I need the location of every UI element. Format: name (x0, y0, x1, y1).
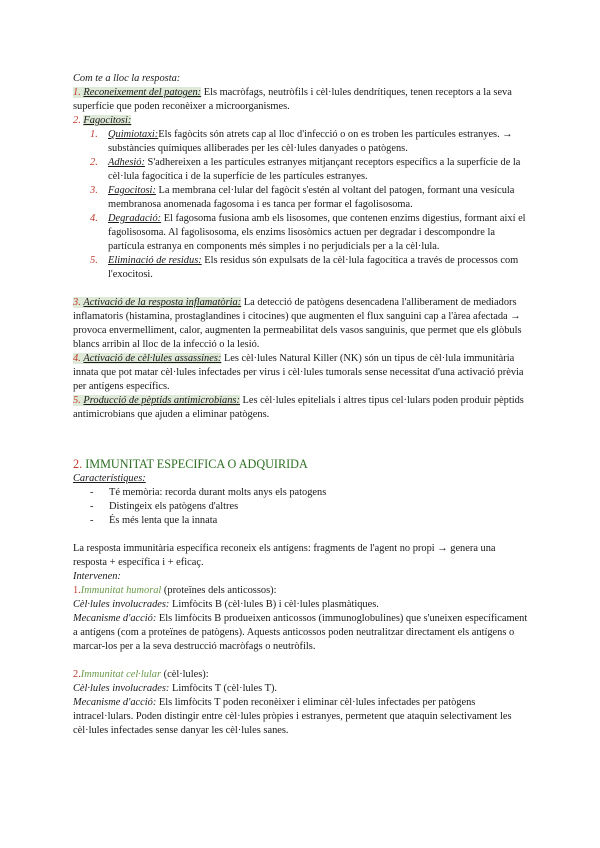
intro-line: Com te a lloc la resposta: (73, 73, 181, 84)
list-item: 3. Fagocitosi: La membrana cel·lular del fagòcit s'estén al voltant del patogen, formant una vesícula membranosa anomenada fagosoma i es tanca per formar el fagolisosoma. (90, 185, 515, 210)
phagocytosis-steps (73, 128, 529, 282)
intervenen-label: Intervenen: (73, 571, 121, 582)
list-item: 2. Adhesió: S'adhereixen a les partícules estranyes mitjançant receptors específics a la superfície de la cèl·lula fagocítica i de la superfície de les partícules estranyes. (90, 157, 521, 182)
section-5-title: Producció de pèptids antimicrobians: (83, 395, 240, 406)
humoral-mechanism: Mecanisme d'acció: Els limfòcits B produeixen anticossos (immunoglobulines) que s'uneixen específicament a antígens (com a proteïnes de patògens). Aquests anticossos poden neutralitzar directament els antígens o marcar-los per a la seva destrucció macròfags o neutròfils. (73, 613, 528, 652)
section-3-title: Activació de la resposta inflamatòria: (83, 297, 242, 308)
characteristics-label: Característiques: (73, 473, 146, 484)
list-item: 1. Quimiotaxi:Els fagòcits són atrets cap al lloc d'infecció o on es troben les partícules estranyes. → substàncies químiques alliberades per les cèl·lules danyades o patògens. (90, 129, 513, 154)
section-2-number: 2. (73, 115, 81, 126)
list-item: 4. Degradació: El fagosoma fusiona amb els lisosomes, que contenen enzims digestius, formant així el fagolisosoma. Al fagolisosoma, els enzims lisosòmics actuen per degradar i descompondre la partícula estranya en components més simples i no perjudicials per a la cèl·lula. (90, 213, 526, 252)
cellular-mechanism: Mecanisme d'acció: Els limfòcits T poden reconèixer i eliminar cèl·lules infectades per patògens intracel·lulars. Poden distingir entre cèl·lules pròpies i estranyes, permetent que ataquin selectivament les cèl·lules infectades sense danyar les cèl·lules sanes. (73, 697, 512, 736)
list-item: - Té memòria: recorda durant molts anys els patogens (90, 487, 327, 498)
section-1-title: Reconeixement del patogen: (83, 87, 202, 98)
cellular-cells: Cèl·lules involucrades: Limfòcits T (cèl·lules T). (73, 683, 278, 694)
section-2-title: Fagocitosi: (83, 115, 132, 126)
paragraph-response: La resposta immunitària específica reconeix els antígens: fragments de l'agent no propi → genera una resposta + específica i + eficaç. (73, 543, 496, 568)
section-4-title: Activació de cèl·lules assassines: (83, 353, 222, 364)
list-item: 5. Eliminació de residus: Els residus són expulsats de la cèl·lula fagocítica a través de processos com l'exocitosi. (90, 255, 519, 280)
cellular-title: 2.Immunitat cel·lular (cèl·lules): (73, 669, 209, 680)
section-5: 5. Producció de pèptids antimicrobians: Les cèl·lules epitelials i altres tipus cel·lulars poden produir pèptids antimicrobians que ajuden a eliminar patògens. (73, 395, 524, 420)
characteristics-list (73, 486, 529, 528)
document-page (73, 72, 529, 738)
section-1 (73, 86, 529, 114)
list-item: - És més lenta que la innata (90, 515, 218, 526)
section-4: 4. Activació de cèl·lules assassines: Les cèl·lules Natural Killer (NK) són un tipus de cèl·lula immunitària innata que pot matar cèl·lules infectades per virus i cèl·lules tumorals sense necessitat d'una activació prèvia per antígens específics. (73, 353, 524, 392)
section-1-text: Els macròfags, neutròfils i cèl·lules dendrítiques, tenen receptors a la seva superfície que poden reconèixer a microorganismes. (73, 87, 512, 112)
humoral-title: 1.Immunitat humoral (proteïnes dels anticossos): (73, 585, 277, 596)
section-3: 3. Activació de la resposta inflamatòria: La detecció de patògens desencadena l'alliberament de mediadors inflamatoris (histamina, prostaglandines i citocines) que augmenten el flux sanguini cap a l'àrea afectada → provoca envermelliment, calor, augmenten la permeabilitat dels vasos sanguinis, que permet que els glòbuls blancs arribin al lloc de la infecció o la lesió. (73, 297, 522, 350)
section-heading: 2. IMMUNITAT ESPECIFICA O ADQUIRIDA (73, 457, 308, 471)
humoral-cells: Cèl·lules involucrades: Limfòcits B (cèl·lules B) i cèl·lules plasmàtiques. (73, 599, 379, 610)
section-2 (73, 114, 529, 128)
list-item: - Distingeix els patògens d'altres (90, 501, 239, 512)
section-1-number: 1. (73, 87, 81, 98)
